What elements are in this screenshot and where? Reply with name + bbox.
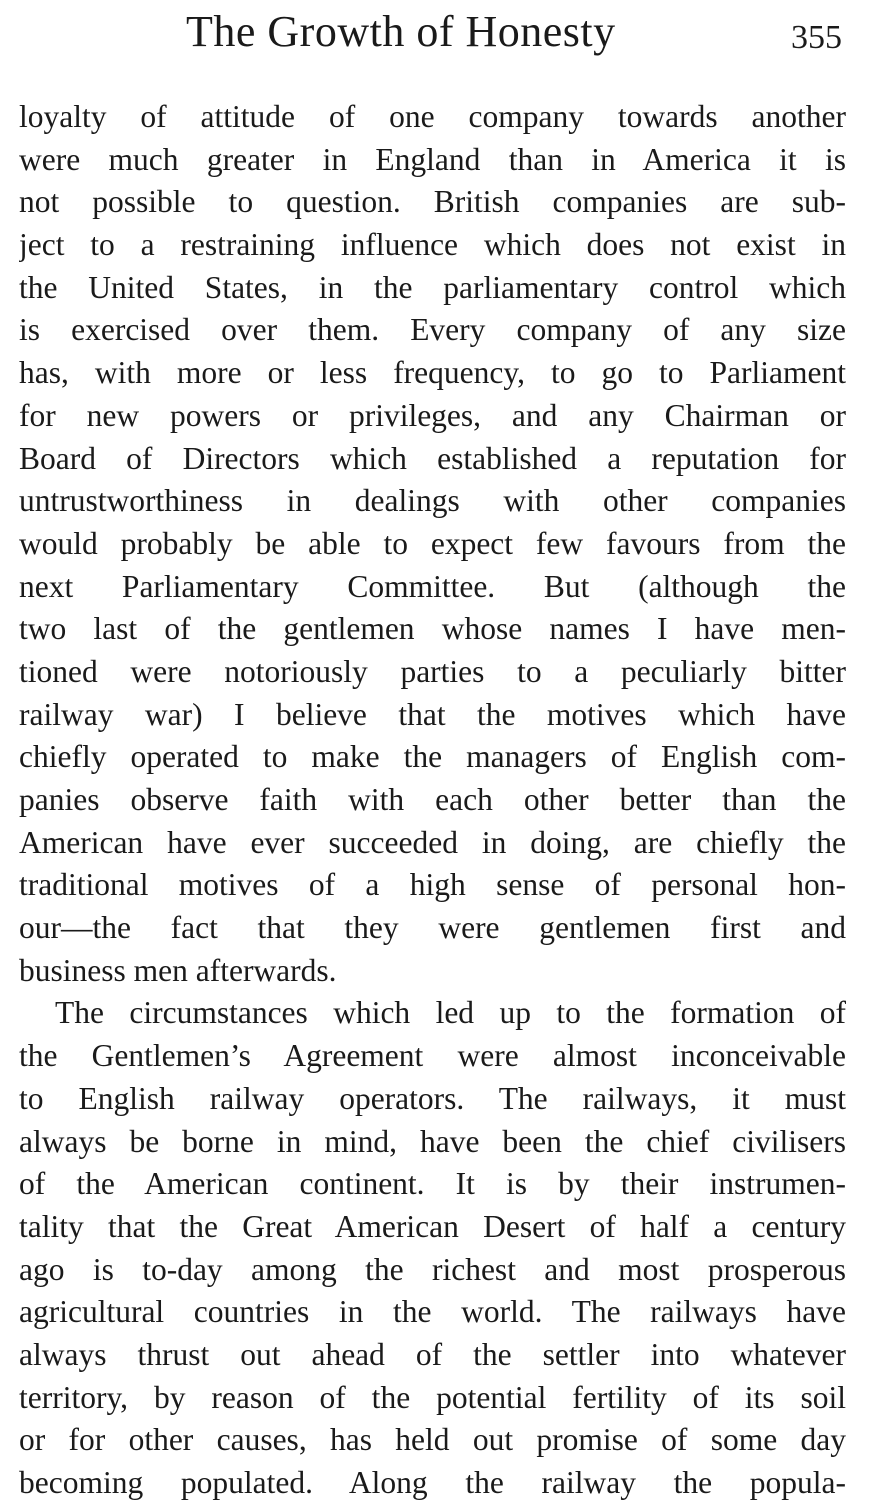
text-line: becoming populated. Along the railway the popula-	[19, 1465, 846, 1500]
text-line: of the American continent. It is by their instrumen-	[19, 1166, 846, 1202]
text-line: The circumstances which led up to the formation of	[55, 995, 846, 1031]
paragraph-2	[19, 992, 846, 1504]
running-title: The Growth of Honesty	[186, 7, 616, 56]
text-line: two last of the gentlemen whose names I have men-	[19, 611, 846, 647]
text-line: railway war) I believe that the motives which have	[19, 696, 846, 732]
text-line: the United States, in the parliamentary control which	[19, 269, 846, 305]
text-line: Board of Directors which established a reputation for	[19, 440, 846, 476]
text-line: territory, by reason of the potential fertility of its soil	[19, 1379, 846, 1415]
text-line: ject to a restraining influence which does not exist in	[19, 227, 846, 263]
text-line: tality that the Great American Desert of half a century	[19, 1208, 846, 1244]
text-line: American have ever succeeded in doing, are chiefly the	[19, 824, 846, 860]
text-line: is exercised over them. Every company of any size	[19, 312, 846, 348]
text-line: loyalty of attitude of one company towards another	[19, 99, 846, 134]
text-line: business men afterwards.	[19, 952, 337, 988]
paragraph-1	[19, 96, 846, 992]
text-line: always be borne in mind, have been the chief civilisers	[19, 1123, 846, 1159]
text-line: traditional motives of a high sense of personal hon-	[19, 867, 846, 903]
text-line: ago is to-day among the richest and most prosperous	[19, 1251, 846, 1287]
text-line: our—the fact that they were gentlemen first and	[19, 910, 846, 946]
body-text	[19, 96, 846, 1505]
text-line: to English railway operators. The railways, it must	[19, 1080, 846, 1116]
text-line: next Parliamentary Committee. But (although the	[19, 568, 846, 604]
text-line: agricultural countries in the world. The railways have	[19, 1294, 846, 1330]
page-number: 355	[791, 19, 842, 56]
text-line: for new powers or privileges, and any Chairman or	[19, 397, 846, 433]
text-line: tioned were notoriously parties to a peculiarly bitter	[19, 653, 846, 689]
text-line: or for other causes, has held out promise of some day	[19, 1422, 846, 1458]
running-header	[0, 6, 870, 58]
text-line: panies observe faith with each other better than the	[19, 782, 846, 817]
text-line: chiefly operated to make the managers of English com-	[19, 739, 846, 775]
text-line: would probably be able to expect few favours from the	[19, 525, 846, 561]
text-line: were much greater in England than in America it is	[19, 141, 846, 177]
text-line: not possible to question. British companies are sub-	[19, 184, 846, 220]
text-line: untrustworthiness in dealings with other companies	[19, 483, 846, 519]
text-line: the Gentlemen’s Agreement were almost inconceivable	[19, 1038, 846, 1074]
text-line: always thrust out ahead of the settler into whatever	[19, 1336, 846, 1372]
text-line: has, with more or less frequency, to go to Parliament	[19, 355, 846, 391]
